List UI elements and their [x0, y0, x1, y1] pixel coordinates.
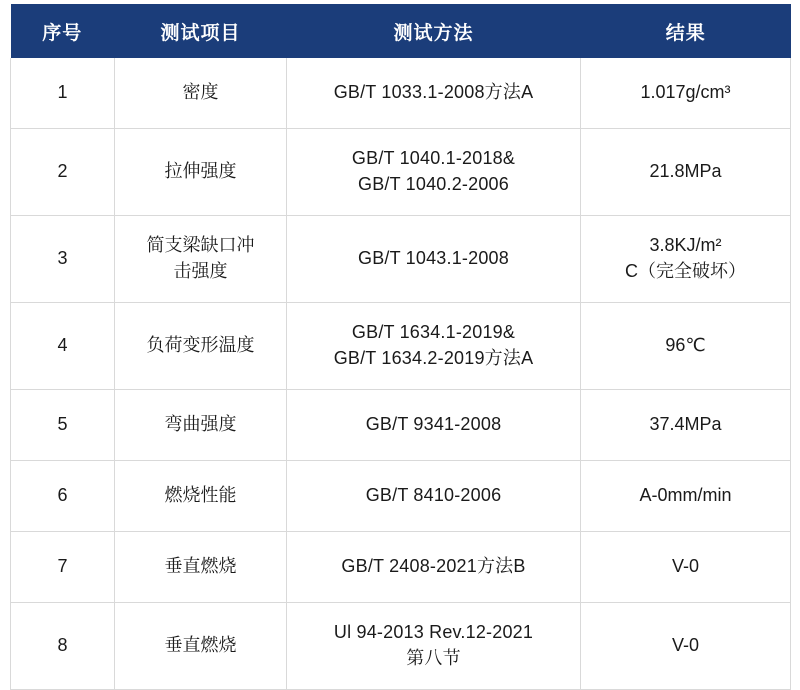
cell-method: [287, 603, 581, 690]
column-header-no: 序号: [11, 4, 115, 58]
cell-method-line: GB/T 1040.1-2018&: [351, 148, 516, 169]
cell-result: [581, 303, 791, 390]
cell-item-line: 简支梁缺口冲: [146, 235, 255, 256]
cell-item: [115, 390, 287, 461]
cell-no: 6: [11, 461, 115, 532]
cell-item: [115, 129, 287, 216]
cell-result-line: A-0mm/min: [639, 485, 732, 506]
table-row: [11, 58, 791, 129]
material-test-results-table: [10, 4, 791, 690]
cell-method-line: GB/T 1040.2-2006: [358, 174, 509, 194]
cell-method: [287, 532, 581, 603]
cell-result-line: V-0: [671, 635, 700, 656]
column-header-result: 结果: [581, 4, 791, 58]
cell-result-line: 1.017g/cm³: [640, 82, 731, 103]
cell-item: [115, 461, 287, 532]
cell-item-line: 垂直燃烧: [164, 635, 237, 656]
table-row: [11, 129, 791, 216]
cell-method-line: GB/T 8410-2006: [365, 485, 502, 506]
cell-method: [287, 461, 581, 532]
table-row: [11, 390, 791, 461]
cell-item-line: 击强度: [173, 261, 228, 281]
column-header-method: 测试方法: [287, 4, 581, 58]
cell-method-line: Ul 94-2013 Rev.12-2021: [333, 622, 534, 643]
cell-item-line: 密度: [182, 82, 219, 103]
cell-result: [581, 58, 791, 129]
cell-item: [115, 303, 287, 390]
cell-item: [115, 532, 287, 603]
table-row: [11, 532, 791, 603]
table-row: [11, 603, 791, 690]
cell-item-line: 垂直燃烧: [164, 556, 237, 577]
cell-method-line: GB/T 2408-2021方法B: [341, 556, 526, 577]
cell-method-line: GB/T 1634.1-2019&: [351, 322, 516, 343]
cell-item-line: 弯曲强度: [164, 414, 237, 435]
cell-method: [287, 390, 581, 461]
cell-method: [287, 216, 581, 303]
cell-method-line: GB/T 1033.1-2008方法A: [333, 82, 534, 103]
cell-method: [287, 303, 581, 390]
cell-result: [581, 390, 791, 461]
cell-no: 2: [11, 129, 115, 216]
cell-result-line: V-0: [671, 556, 700, 577]
cell-result: [581, 532, 791, 603]
cell-result: [581, 461, 791, 532]
cell-no: 5: [11, 390, 115, 461]
cell-item-line: 负荷变形温度: [146, 335, 255, 356]
cell-method-line: GB/T 9341-2008: [365, 414, 502, 435]
cell-item-line: 燃烧性能: [164, 485, 237, 506]
cell-item: [115, 58, 287, 129]
column-header-item: 测试项目: [115, 4, 287, 58]
cell-item: [115, 603, 287, 690]
table-row: [11, 461, 791, 532]
cell-result: [581, 603, 791, 690]
cell-no: 1: [11, 58, 115, 129]
cell-result-line: 21.8MPa: [649, 161, 722, 182]
cell-method-line: 第八节: [406, 648, 461, 668]
cell-result-line: 37.4MPa: [649, 414, 722, 435]
table-row: [11, 303, 791, 390]
table-header: [11, 4, 791, 58]
cell-item-line: 拉伸强度: [164, 161, 237, 182]
table-body: [11, 58, 791, 690]
cell-no: 7: [11, 532, 115, 603]
cell-no: 8: [11, 603, 115, 690]
cell-result-line: 96℃: [665, 335, 706, 356]
cell-method-line: GB/T 1634.2-2019方法A: [333, 348, 534, 368]
cell-result-line: 3.8KJ/m²: [649, 235, 722, 256]
cell-method: [287, 129, 581, 216]
cell-result-line: C（完全破坏）: [625, 261, 746, 281]
cell-result: [581, 216, 791, 303]
cell-no: 3: [11, 216, 115, 303]
table-row: [11, 216, 791, 303]
cell-method-line: GB/T 1043.1-2008: [358, 248, 509, 269]
cell-no: 4: [11, 303, 115, 390]
cell-result: [581, 129, 791, 216]
cell-item: [115, 216, 287, 303]
cell-method: [287, 58, 581, 129]
table-header-row: [11, 4, 791, 58]
